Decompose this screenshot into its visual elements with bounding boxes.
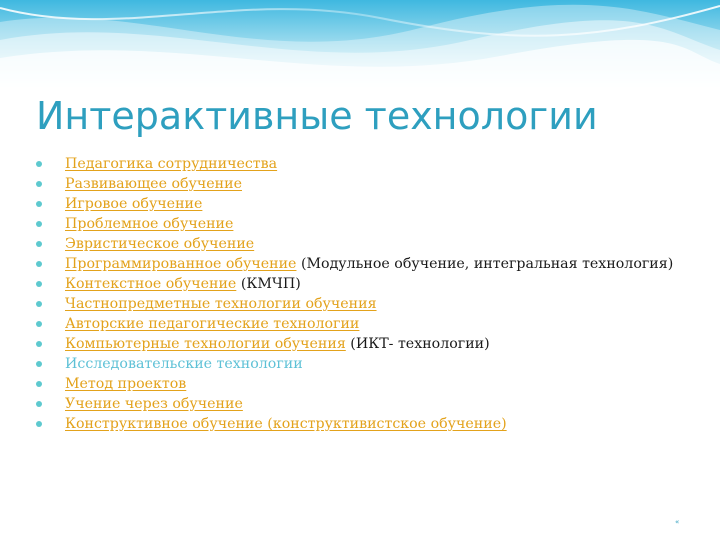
bullet-dot-icon xyxy=(36,221,42,227)
bullet-dot-icon xyxy=(36,281,42,287)
list-item xyxy=(36,154,696,174)
item-link-author-technologies[interactable]: Авторские педагогические технологии xyxy=(65,316,360,332)
list-item xyxy=(36,294,696,314)
slide-title: Интерактивные технологии xyxy=(36,94,598,138)
bullet-dot-icon xyxy=(36,381,42,387)
bullet-dot-icon xyxy=(36,241,42,247)
technology-list xyxy=(36,154,696,434)
item-link-programmed-learning[interactable]: Программированное обучение xyxy=(65,256,297,272)
bullet-dot-icon xyxy=(36,301,42,307)
list-item xyxy=(36,394,696,414)
decorative-wave-band xyxy=(0,0,720,90)
bullet-dot-icon xyxy=(36,321,42,327)
item-link-computer-technologies[interactable]: Компьютерные технологии обучения xyxy=(65,336,346,352)
bullet-dot-icon xyxy=(36,261,42,267)
bullet-dot-icon xyxy=(36,161,42,167)
item-link-subject-technologies[interactable]: Частнопредметные технологии обучения xyxy=(65,296,377,312)
bullet-dot-icon xyxy=(36,341,42,347)
list-item xyxy=(36,334,696,354)
list-item xyxy=(36,274,696,294)
list-item xyxy=(36,374,696,394)
list-item xyxy=(36,174,696,194)
item-link-learning-by-teaching[interactable]: Учение через обучение xyxy=(65,396,243,412)
bullet-dot-icon xyxy=(36,361,42,367)
list-item xyxy=(36,254,696,274)
item-link-game-learning[interactable]: Игровое обучение xyxy=(65,196,203,212)
bullet-dot-icon xyxy=(36,421,42,427)
list-item xyxy=(36,354,696,374)
item-link-contextual-learning[interactable]: Контекстное обучение xyxy=(65,276,237,292)
item-link-heuristic-learning[interactable]: Эвристическое обучение xyxy=(65,236,255,252)
item-link-constructive-learning[interactable]: Конструктивное обучение (конструктивистское обучение) xyxy=(65,416,507,432)
item-link-project-method[interactable]: Метод проектов xyxy=(65,376,187,392)
list-item xyxy=(36,194,696,214)
item-note: (Модульное обучение, интегральная технология) xyxy=(296,256,674,272)
slide-number: « xyxy=(675,518,680,526)
list-item xyxy=(36,414,696,434)
item-link-developmental-learning[interactable]: Развивающее обучение xyxy=(65,176,242,192)
list-item xyxy=(36,234,696,254)
bullet-dot-icon xyxy=(36,181,42,187)
item-note: (ИКТ- технологии) xyxy=(345,336,490,352)
list-item xyxy=(36,214,696,234)
bullet-dot-icon xyxy=(36,401,42,407)
item-link-problem-learning[interactable]: Проблемное обучение xyxy=(65,216,234,232)
item-research-technologies: Исследовательские технологии xyxy=(65,356,303,372)
item-note: (КМЧП) xyxy=(236,276,301,292)
item-link-cooperation-pedagogy[interactable]: Педагогика сотрудничества xyxy=(65,156,278,172)
list-item xyxy=(36,314,696,334)
bullet-dot-icon xyxy=(36,201,42,207)
